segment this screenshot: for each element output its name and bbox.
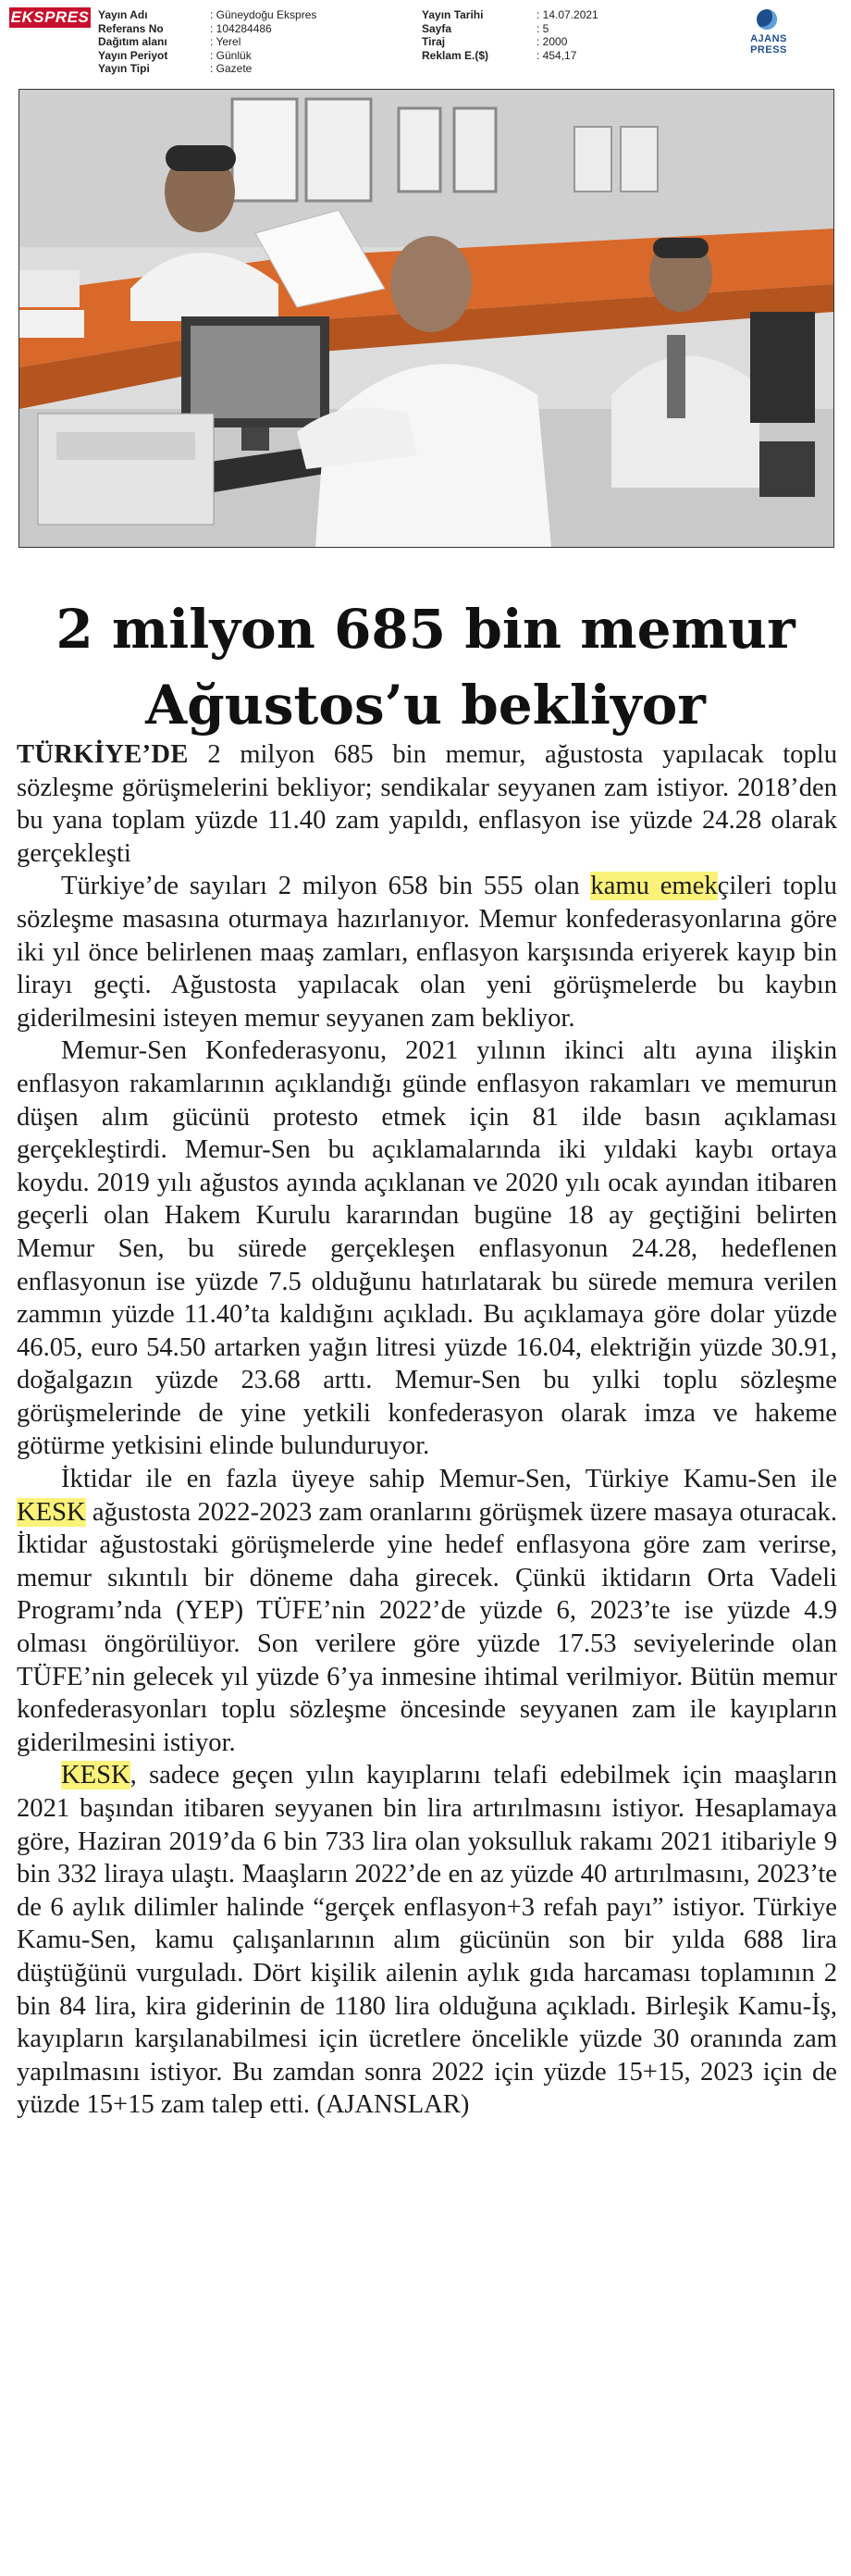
- meta-key: Referans No: [98, 21, 164, 35]
- headline-line: 2 milyon 685 bin memur: [56, 597, 796, 661]
- article-headline: [0, 591, 851, 743]
- article-photo: [18, 89, 834, 548]
- meta-row: [98, 62, 316, 76]
- publication-meta-left: [98, 8, 316, 76]
- meta-row: [422, 49, 598, 63]
- meta-value: : 14.07.2021: [536, 8, 598, 21]
- meta-key: Reklam E.($): [422, 48, 489, 62]
- meta-row: [422, 22, 598, 36]
- paragraph-text: çileri toplu sözleşme masasına oturmaya hazırlanıyor. Memur konfederasyonlarına göre iki yıl önce belirlenen maaş zamları, enflasyon karşısında eriyerek kayıp bin lirayı geçti. Ağustosta yapılacak olan yeni görüşmelerde bu kaybın giderilmesini isteyen memur seyyanen zam bekliyor.: [17, 872, 837, 1033]
- highlighted-text: KESK: [17, 1497, 86, 1527]
- meta-row: [422, 8, 598, 22]
- newspaper-logo: EKSPRES: [10, 8, 90, 26]
- headline-line: Ağustos’u bekliyor: [145, 673, 706, 737]
- article-body: [17, 738, 837, 2122]
- meta-key: Dağıtım alanı: [98, 35, 167, 48]
- meta-value: : Gazete: [210, 62, 253, 75]
- clipping-header: [0, 0, 851, 85]
- lead-paragraph: [17, 738, 837, 870]
- meta-value: : Yerel: [210, 35, 241, 48]
- meta-row: [98, 22, 316, 36]
- paragraph-text: ağustosta 2022-2023 zam oranlarını görüşmek üzere masaya oturacak. İktidar ağustostaki görüşmelerde yine hedef enflasyona göre zam verirse, memur sıkıntılı bir döneme daha girecek. Çünkü iktidarın Orta Vadeli Programı’nda (YEP) TÜFE’nin 2022’de yüzde 6, 2023’te ise yüzde 4.9 olması öngörülüyor. Son verilere göre yüzde 17.53 seviyelerinde olan TÜFE’nin gelecek yıl yüzde 6’ya inmesine ihtimal verilmiyor. Bütün memur konfederasyonları toplu sözleşme öncesinde seyyanen zam ile kayıpların giderilmesini istiyor.: [17, 1497, 837, 1757]
- meta-value: : 454,17: [536, 48, 577, 62]
- meta-row: [98, 49, 316, 63]
- agency-name: AJANS PRESS: [750, 33, 787, 56]
- body-paragraph: [17, 1759, 837, 2122]
- meta-value: : 5: [536, 21, 549, 35]
- highlighted-text: kamu emek: [590, 872, 718, 901]
- meta-value: : Günlük: [210, 48, 252, 62]
- meta-key: Tiraj: [422, 35, 446, 48]
- ajans-press-logo-icon: [757, 9, 777, 30]
- meta-row: [98, 8, 316, 22]
- meta-row: [422, 35, 598, 49]
- meta-value: : 104284486: [210, 21, 272, 35]
- body-paragraph: [17, 1463, 837, 1759]
- paragraph-text: İktidar ile en fazla üyeye sahip Memur-Sen, Türkiye Kamu-Sen ile: [61, 1465, 837, 1494]
- meta-key: Yayın Tipi: [98, 62, 150, 75]
- meta-key: Yayın Tarihi: [422, 8, 484, 21]
- publication-meta-right: [422, 8, 598, 62]
- meta-key: Yayın Periyot: [98, 48, 168, 62]
- meta-row: [98, 35, 316, 49]
- lead-keyword: TÜRKİYE’DE: [17, 740, 189, 769]
- paragraph-text: Türkiye’de sayıları 2 milyon 658 bin 555 olan: [61, 872, 591, 901]
- body-paragraph: Memur-Sen Konfederasyonu, 2021 yılının ikinci altı ayına ilişkin enflasyon rakamlarının açıklandığı günde enflasyon rakamları ve memurun düşen alım gücünü protesto etmek için 81 ilde basın açıklaması gerçekleştirdi. Memur-Sen bu açıklamalarında iki yıldaki kaybı ortaya koydu. 2019 yılı ağustos ayında açıklanan ve 2020 yılı ocak ayından itibaren geçerli olan Hakem Kurulu kararından bugüne 18 ay geçtiğini belirten Memur Sen, bu sürede gerçekleşen enflasyonun 24.28, hedeflenen enflasyonun ise yüzde 7.5 olduğunu hatırlatarak bu sürede memura verilen zammın yüzde 11.40’ta kaldığını açıkladı. Bu açıklamaya göre dolar yüzde 46.05, euro 54.50 artarken yağın litresi yüzde 16.04, elektriğin yüzde 30.91, doğalgazın yüzde 23.68 arttı. Memur-Sen bu yılki toplu sözleşme görüşmelerinde de yine yetkili konfederasyon olarak imza ve hakeme götürme yetkisini elinde bulunduruyor.: [17, 1036, 837, 1461]
- body-paragraph: [17, 870, 837, 1034]
- meta-value: : 2000: [536, 35, 568, 48]
- highlighted-text: KESK: [61, 1761, 130, 1790]
- meta-key: Sayfa: [422, 21, 452, 35]
- paragraph-text: , sadece geçen yılın kayıplarını telafi edebilmek için maaşların 2021 başından itibaren seyyanen bin lira artırılmasını istiyor. Hesaplamaya göre, Haziran 2019’da 6 bin 733 lira olan yoksulluk rakamı 2021 itibariyle 9 bin 332 liraya ulaştı. Maaşların 2022’de en az yüzde 40 artırılmasını, 2023’te de 6 aylık dilimler halinde “gerçek enflasyon+3 refah payı” istiyor. Türkiye Kamu-Sen, kamu çalışanlarının alım gücünün son bir yılda 688 lira düştüğünü vurguladı. Dört kişilik ailenin aylık gıda harcaması toplamının 2 bin 84 lira, kira giderinin de 1180 lira olduğuna açıkladı. Birleşik Kamu-İş, kayıpların karşılanabilmesi için ücretlere öncelikle yüzde 30 oranında zam yapılmasını istiyor. Bu zamdan sonra 2022 için yüzde 15+15, 2023 için de yüzde 15+15 zam talep etti. (AJANSLAR): [17, 1761, 837, 2120]
- meta-value: : Güneydoğu Ekspres: [210, 8, 317, 21]
- meta-key: Yayın Adı: [98, 8, 148, 21]
- lead-text: 2 milyon 685 bin memur, ağustosta yapılacak toplu sözleşme görüşmelerini bekliyor; sendikalar seyyanen zam istiyor. 2018’den bu yana toplam yüzde 11.40 zam yapıldı, enflasyon ise yüzde 24.28 olarak gerçekleşti: [17, 740, 837, 868]
- office-workers-photo: [19, 90, 833, 547]
